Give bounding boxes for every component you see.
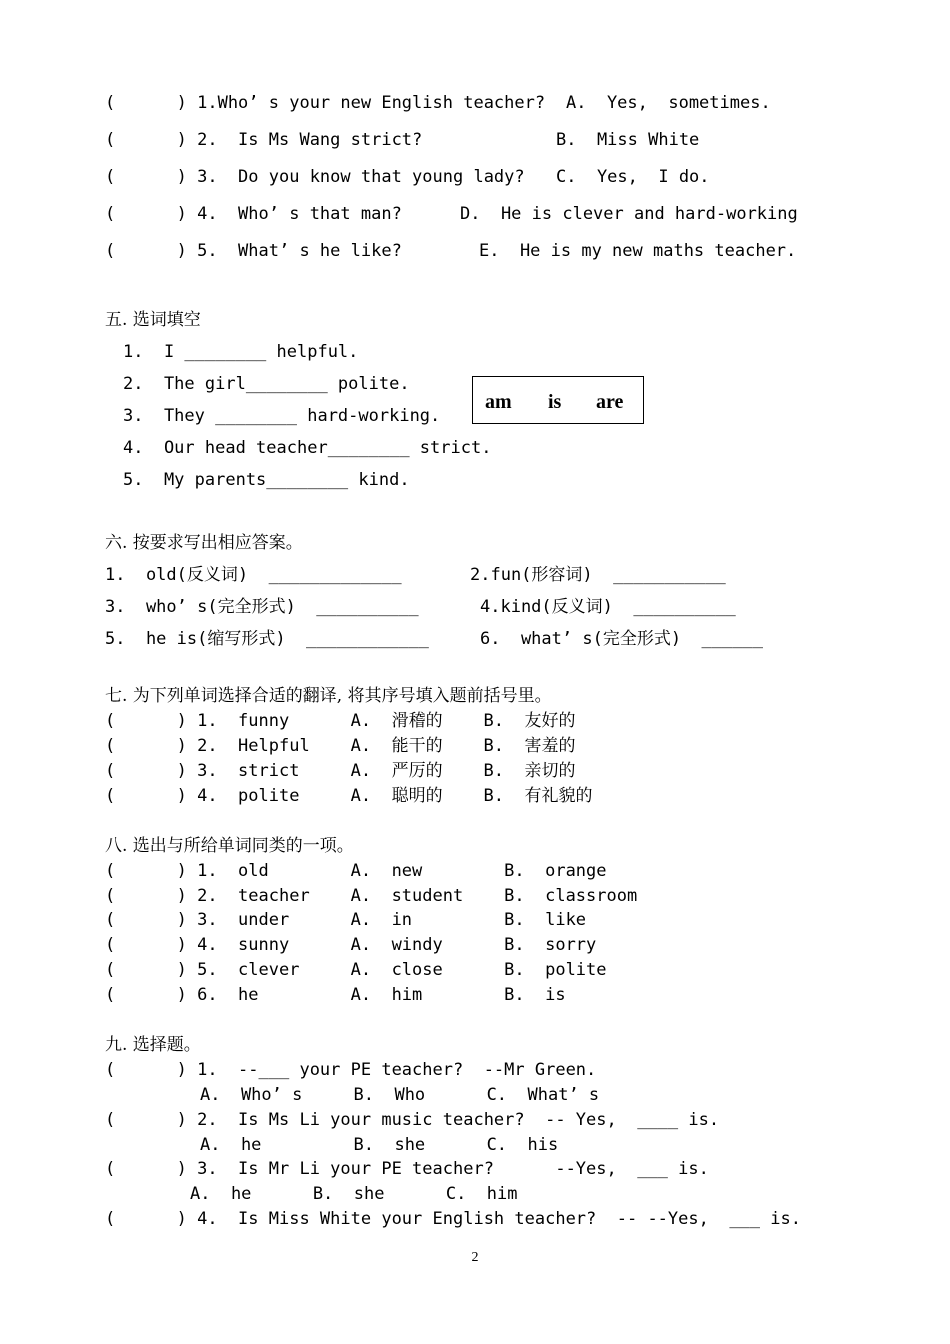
- s6-item-4: 4.kind(反义词) __________: [480, 597, 736, 617]
- match-a5: E. He is my new maths teacher.: [479, 241, 797, 261]
- s9-options-3: A. he B. she C. him: [190, 1184, 518, 1204]
- match-q5: ( ) 5. What’ s he like?: [105, 241, 402, 261]
- word-am: am: [485, 391, 512, 413]
- match-q2: ( ) 2. Is Ms Wang strict?: [105, 130, 423, 150]
- section-5-title: 五. 选词填空: [105, 310, 201, 330]
- s5-line-4: 4. Our head teacher________ strict.: [123, 438, 492, 458]
- section-9-title: 九. 选择题。: [105, 1035, 201, 1055]
- s7-row-1: ( ) 1. funny A. 滑稽的 B. 友好的: [105, 711, 576, 731]
- s9-question-1: ( ) 1. --___ your PE teacher? --Mr Green.: [105, 1060, 597, 1080]
- s5-line-3: 3. They ________ hard-working.: [123, 406, 441, 426]
- s7-row-4: ( ) 4. polite A. 聪明的 B. 有礼貌的: [105, 786, 593, 806]
- match-a1: A. Yes, sometimes.: [566, 93, 771, 113]
- s6-item-2: 2.fun(形容词) ___________: [470, 565, 726, 585]
- section-6-title: 六. 按要求写出相应答案。: [105, 533, 303, 553]
- s8-row-6: ( ) 6. he A. him B. is: [105, 985, 566, 1005]
- s5-line-1: 1. I ________ helpful.: [123, 342, 359, 362]
- s6-item-3: 3. who’ s(完全形式) __________: [105, 597, 419, 617]
- s9-options-1: A. Who’ s B. Who C. What’ s: [200, 1085, 600, 1105]
- s6-item-6: 6. what’ s(完全形式) ______: [480, 629, 763, 649]
- word-box: [472, 376, 644, 424]
- s8-row-5: ( ) 5. clever A. close B. polite: [105, 960, 607, 980]
- match-a2: B. Miss White: [556, 130, 700, 150]
- s6-item-5: 5. he is(缩写形式) ____________: [105, 629, 429, 649]
- section-7-title: 七. 为下列单词选择合适的翻译, 将其序号填入题前括号里。: [105, 686, 552, 706]
- match-a3: C. Yes, I do.: [556, 167, 710, 187]
- match-q4: ( ) 4. Who’ s that man?: [105, 204, 402, 224]
- word-is: is: [548, 391, 562, 413]
- word-are: are: [596, 391, 624, 413]
- s5-line-5: 5. My parents________ kind.: [123, 470, 410, 490]
- s9-question-4: ( ) 4. Is Miss White your English teacher? -- --Yes, ___ is.: [105, 1209, 801, 1229]
- s7-row-2: ( ) 2. Helpful A. 能干的 B. 害羞的: [105, 736, 576, 756]
- s7-row-3: ( ) 3. strict A. 严厉的 B. 亲切的: [105, 761, 576, 781]
- s8-row-1: ( ) 1. old A. new B. orange: [105, 861, 607, 881]
- s8-row-2: ( ) 2. teacher A. student B. classroom: [105, 886, 638, 906]
- s8-row-4: ( ) 4. sunny A. windy B. sorry: [105, 935, 597, 955]
- s9-question-3: ( ) 3. Is Mr Li your PE teacher? --Yes, ___ is.: [105, 1159, 709, 1179]
- match-a4: D. He is clever and hard-working: [460, 204, 798, 224]
- s9-question-2: ( ) 2. Is Ms Li your music teacher? -- Yes, ____ is.: [105, 1110, 720, 1130]
- s5-line-2: 2. The girl________ polite.: [123, 374, 410, 394]
- section-8-title: 八. 选出与所给单词同类的一项。: [105, 836, 354, 856]
- s6-item-1: 1. old(反义词) _____________: [105, 565, 402, 585]
- s9-options-2: A. he B. she C. his: [200, 1135, 559, 1155]
- page-number: 2: [471, 1250, 479, 1265]
- match-q1: ( ) 1.Who’ s your new English teacher?: [105, 93, 546, 113]
- s8-row-3: ( ) 3. under A. in B. like: [105, 910, 587, 930]
- match-q3: ( ) 3. Do you know that young lady?: [105, 167, 525, 187]
